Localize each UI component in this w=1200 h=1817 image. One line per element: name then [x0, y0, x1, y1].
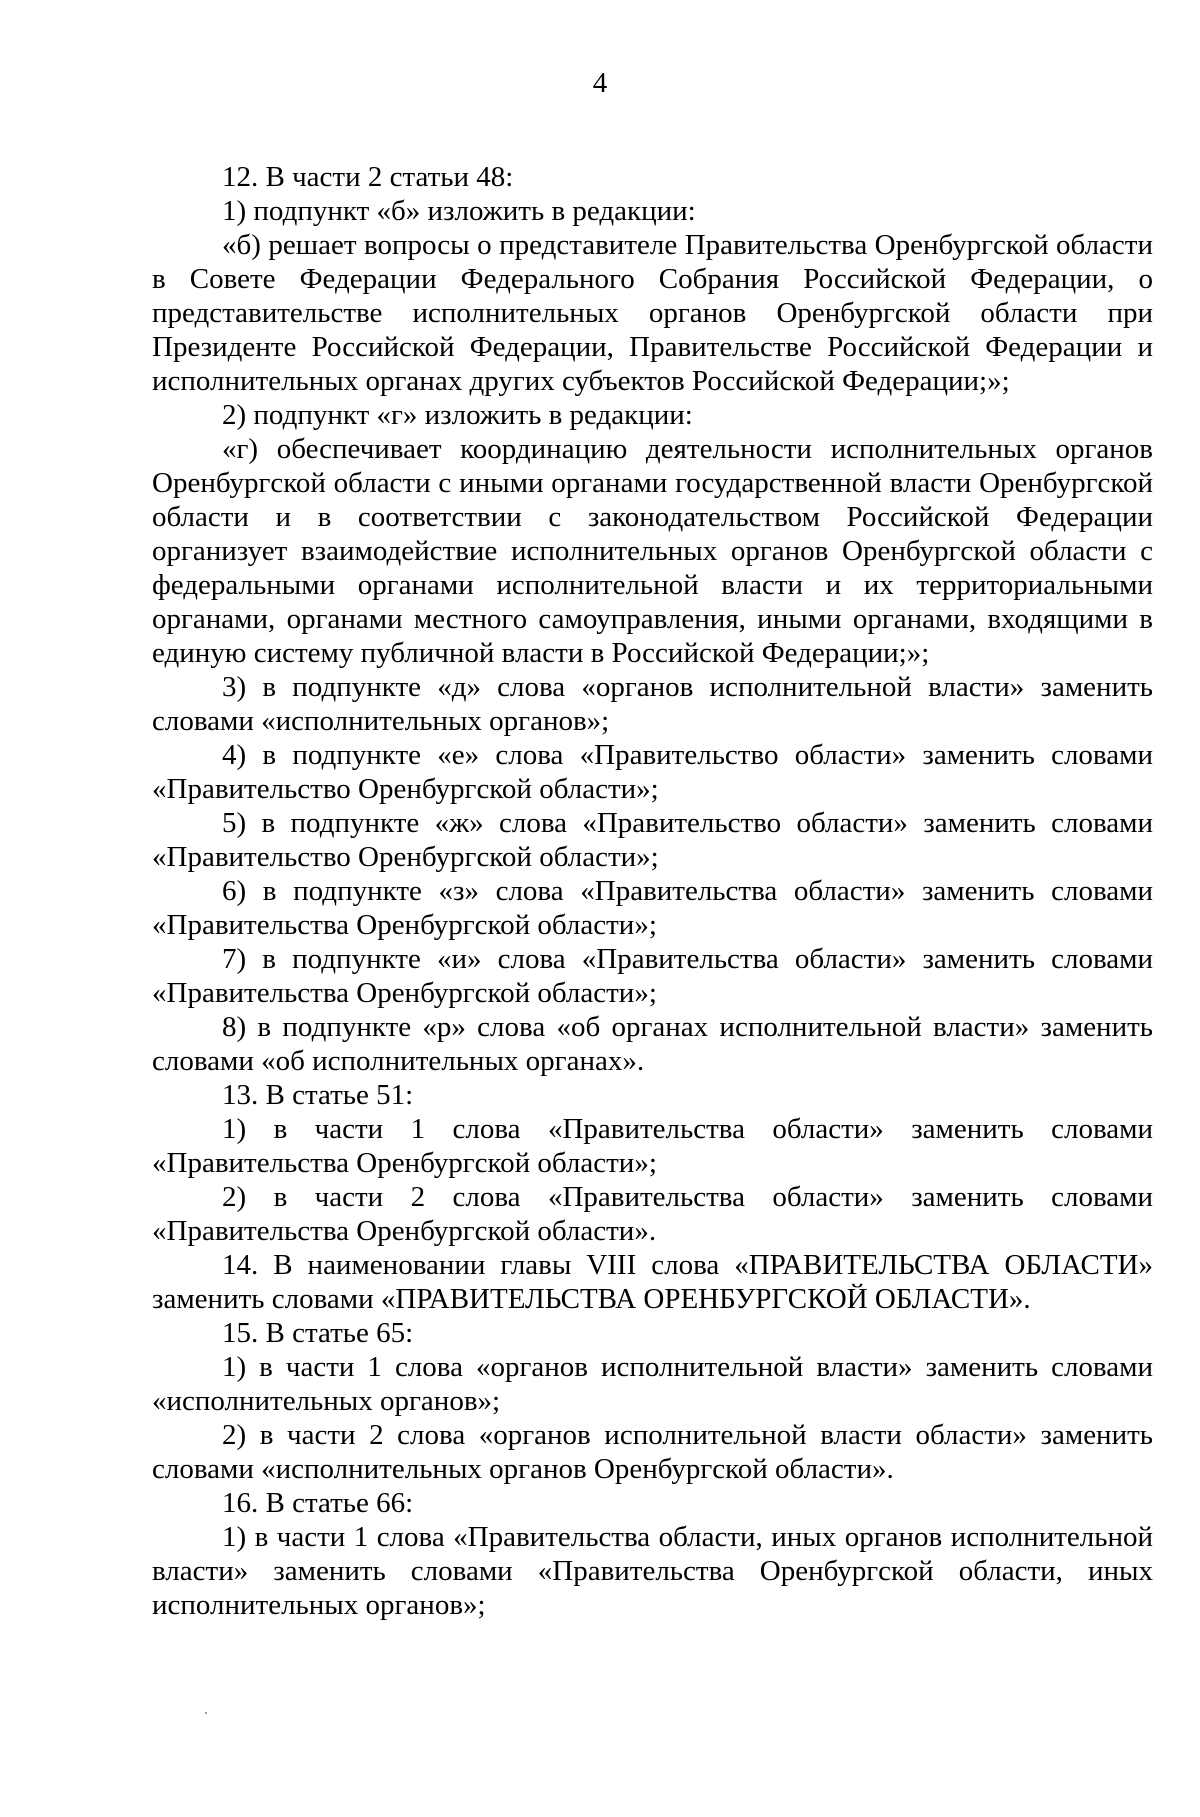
paragraph-16-heading: 16. В статье 66: [222, 1487, 414, 1519]
paragraph-13-heading: 13. В статье 51: [222, 1079, 414, 1111]
paragraph-12-6: 6) в подпункте «з» слова «Правительства области» заменить словами «Правительства Оренбургской области»; [152, 875, 1153, 941]
paragraph-13-1: 1) в части 1 слова «Правительства области» заменить словами «Правительства Оренбургской области»; [152, 1113, 1153, 1179]
paragraph-15-heading: 15. В статье 65: [222, 1317, 414, 1349]
paragraph-12-4: 4) в подпункте «е» слова «Правительство области» заменить словами «Правительство Оренбургской области»; [152, 739, 1153, 805]
paragraph-13-2: 2) в части 2 слова «Правительства области» заменить словами «Правительства Оренбургской области». [152, 1181, 1153, 1247]
scan-speck [205, 1712, 207, 1714]
paragraph-12-heading: 12. В части 2 статьи 48: [222, 161, 514, 193]
paragraph-12-2: 2) подпункт «г» изложить в редакции: [222, 399, 693, 431]
paragraph-12-7: 7) в подпункте «и» слова «Правительства области» заменить словами «Правительства Оренбургской области»; [152, 943, 1153, 1009]
paragraph-16-1: 1) в части 1 слова «Правительства области, иных органов исполнительной власти» заменить словами «Правительства Оренбургской области, иных исполнительных органов»; [152, 1521, 1153, 1621]
paragraph-14: 14. В наименовании главы VIII слова «ПРАВИТЕЛЬСТВА ОБЛАСТИ» заменить словами «ПРАВИТЕЛЬСТВА ОРЕНБУРГСКОЙ ОБЛАСТИ». [152, 1249, 1153, 1315]
page-number: 4 [592, 67, 608, 99]
paragraph-12-1-quote: «б) решает вопросы о представителе Правительства Оренбургской области в Совете Федерации Федерального Собрания Российской Федерации, о представительстве исполнительных органов Оренбургской области при Президенте Российской Федерации, Правительстве Российской Федерации и исполнительных органах других субъектов Российской Федерации;»; [152, 229, 1153, 397]
paragraph-12-1: 1) подпункт «б» изложить в редакции: [222, 195, 696, 227]
paragraph-15-2: 2) в части 2 слова «органов исполнительной власти области» заменить словами «исполнительных органов Оренбургской области». [152, 1419, 1153, 1485]
paragraph-12-2-quote: «г) обеспечивает координацию деятельности исполнительных органов Оренбургской области с иными органами государственной власти Оренбургской области и в соответствии с законодательством Российской Федерации организует взаимодействие исполнительных органов Оренбургской области с федеральными органами исполнительной власти и их территориальными органами, органами местного самоуправления, иными органами, входящими в единую систему публичной власти в Российской Федерации;»; [152, 433, 1153, 669]
paragraph-12-5: 5) в подпункте «ж» слова «Правительство области» заменить словами «Правительство Оренбургской области»; [152, 807, 1153, 873]
paragraph-15-1: 1) в части 1 слова «органов исполнительной власти» заменить словами «исполнительных органов»; [152, 1351, 1153, 1417]
document-body [152, 160, 1153, 1622]
paragraph-12-8: 8) в подпункте «р» слова «об органах исполнительной власти» заменить словами «об исполнительных органах». [152, 1011, 1153, 1077]
paragraph-12-3: 3) в подпункте «д» слова «органов исполнительной власти» заменить словами «исполнительных органов»; [152, 671, 1153, 737]
